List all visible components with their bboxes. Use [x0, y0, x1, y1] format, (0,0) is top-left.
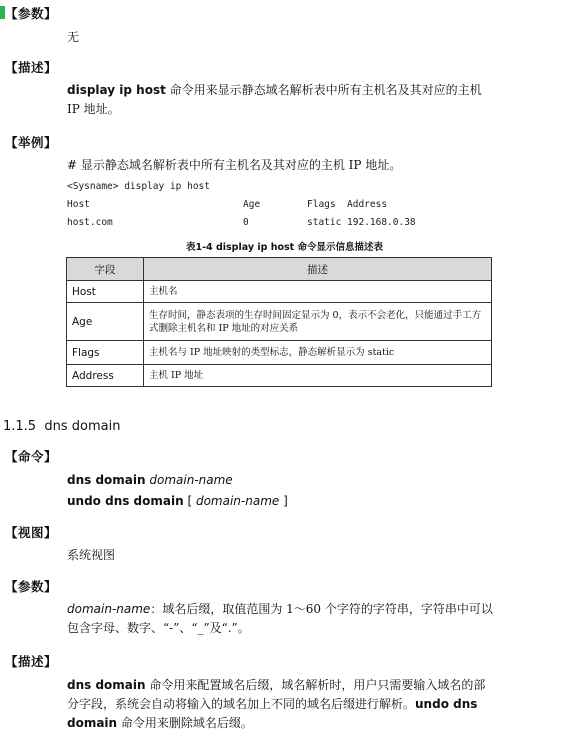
cell-flags: static [307, 217, 342, 228]
command-name: dns domain [67, 678, 146, 692]
table-row [67, 281, 492, 303]
table-row [67, 341, 492, 365]
col-address: Address [347, 199, 388, 210]
description-heading-2: 【描述】 [5, 654, 58, 669]
parameter-description: ：域名后缀，取值范围为 1～60 个字符的字符串，字符串中可以包含字母、数字、“-”、“_”及“.”。 [67, 602, 493, 635]
command-name: display ip host [67, 83, 166, 97]
description-body: 命令用来显示静态域名解析表中所有主机名及其对应的主机 IP 地址。 [67, 83, 482, 116]
table-row [67, 303, 492, 341]
cell-address: 192.168.0.38 [347, 217, 416, 228]
description-text-2 [67, 676, 497, 733]
description-text [67, 81, 497, 119]
cell-age: 0 [243, 217, 249, 228]
table-cell-desc: 生存时间，静态表项的生存时间固定显示为 0，表示不会老化，只能通过手工方式删除主机名和 IP 地址的对应关系 [144, 303, 492, 341]
section-heading [3, 419, 120, 434]
undo-command-name: undo dns domain [67, 697, 478, 730]
section-name: dns domain [44, 419, 121, 434]
view-heading: 【视图】 [5, 525, 58, 540]
command-heading: 【命令】 [5, 449, 58, 464]
example-comment: # 显示静态域名解析表中所有主机名及其对应的主机 IP 地址。 [67, 158, 402, 172]
example-heading: 【举例】 [5, 135, 58, 150]
description-body-2: 命令用来删除域名后缀。 [117, 716, 253, 730]
table-header-row [67, 258, 492, 281]
param-text-2 [67, 600, 497, 638]
table-cell-desc: 主机名与 IP 地址映射的类型标志，静态解析显示为 static [144, 341, 492, 365]
table-caption: 表1-4 display ip host 命令显示信息描述表 [186, 242, 384, 253]
command-line-2 [67, 492, 497, 511]
command-argument: domain-name [149, 473, 233, 487]
table-cell-desc: 主机 IP 地址 [144, 365, 492, 387]
col-flags: Flags [307, 199, 336, 210]
command-keyword: dns domain [67, 473, 146, 487]
command-line-1 [67, 471, 497, 490]
command-keyword: undo dns domain [67, 494, 184, 508]
bracket-open: [ [183, 494, 196, 508]
field-description-table [66, 257, 492, 387]
param-text: 无 [67, 30, 80, 44]
table-cell-field: Host [67, 281, 144, 303]
cli-command-line: <Sysname> display ip host [67, 181, 210, 192]
table-row [67, 365, 492, 387]
description-body: 命令用来配置域名后缀，域名解析时，用户只需要输入域名的部分字段，系统会自动将输入的域名加上不同的域名后缀进行解析。 [67, 678, 486, 711]
section-number: 1.1.5 [3, 419, 37, 434]
table-cell-field: Age [67, 303, 144, 341]
table-header-desc: 描述 [144, 258, 492, 281]
parameter-name: domain-name [67, 602, 151, 616]
table-header-field: 字段 [67, 258, 144, 281]
cell-host: host.com [67, 217, 113, 228]
param-heading-2: 【参数】 [5, 579, 58, 594]
bracket-close: ] [279, 494, 288, 508]
view-text: 系统视图 [67, 548, 116, 562]
table-cell-desc: 主机名 [144, 281, 492, 303]
table-cell-field: Flags [67, 341, 144, 365]
col-age: Age [243, 199, 261, 210]
description-heading: 【描述】 [5, 60, 58, 75]
col-host: Host [67, 199, 90, 210]
table-cell-field: Address [67, 365, 144, 387]
command-argument: domain-name [195, 494, 280, 508]
param-heading: 【参数】 [5, 6, 58, 21]
